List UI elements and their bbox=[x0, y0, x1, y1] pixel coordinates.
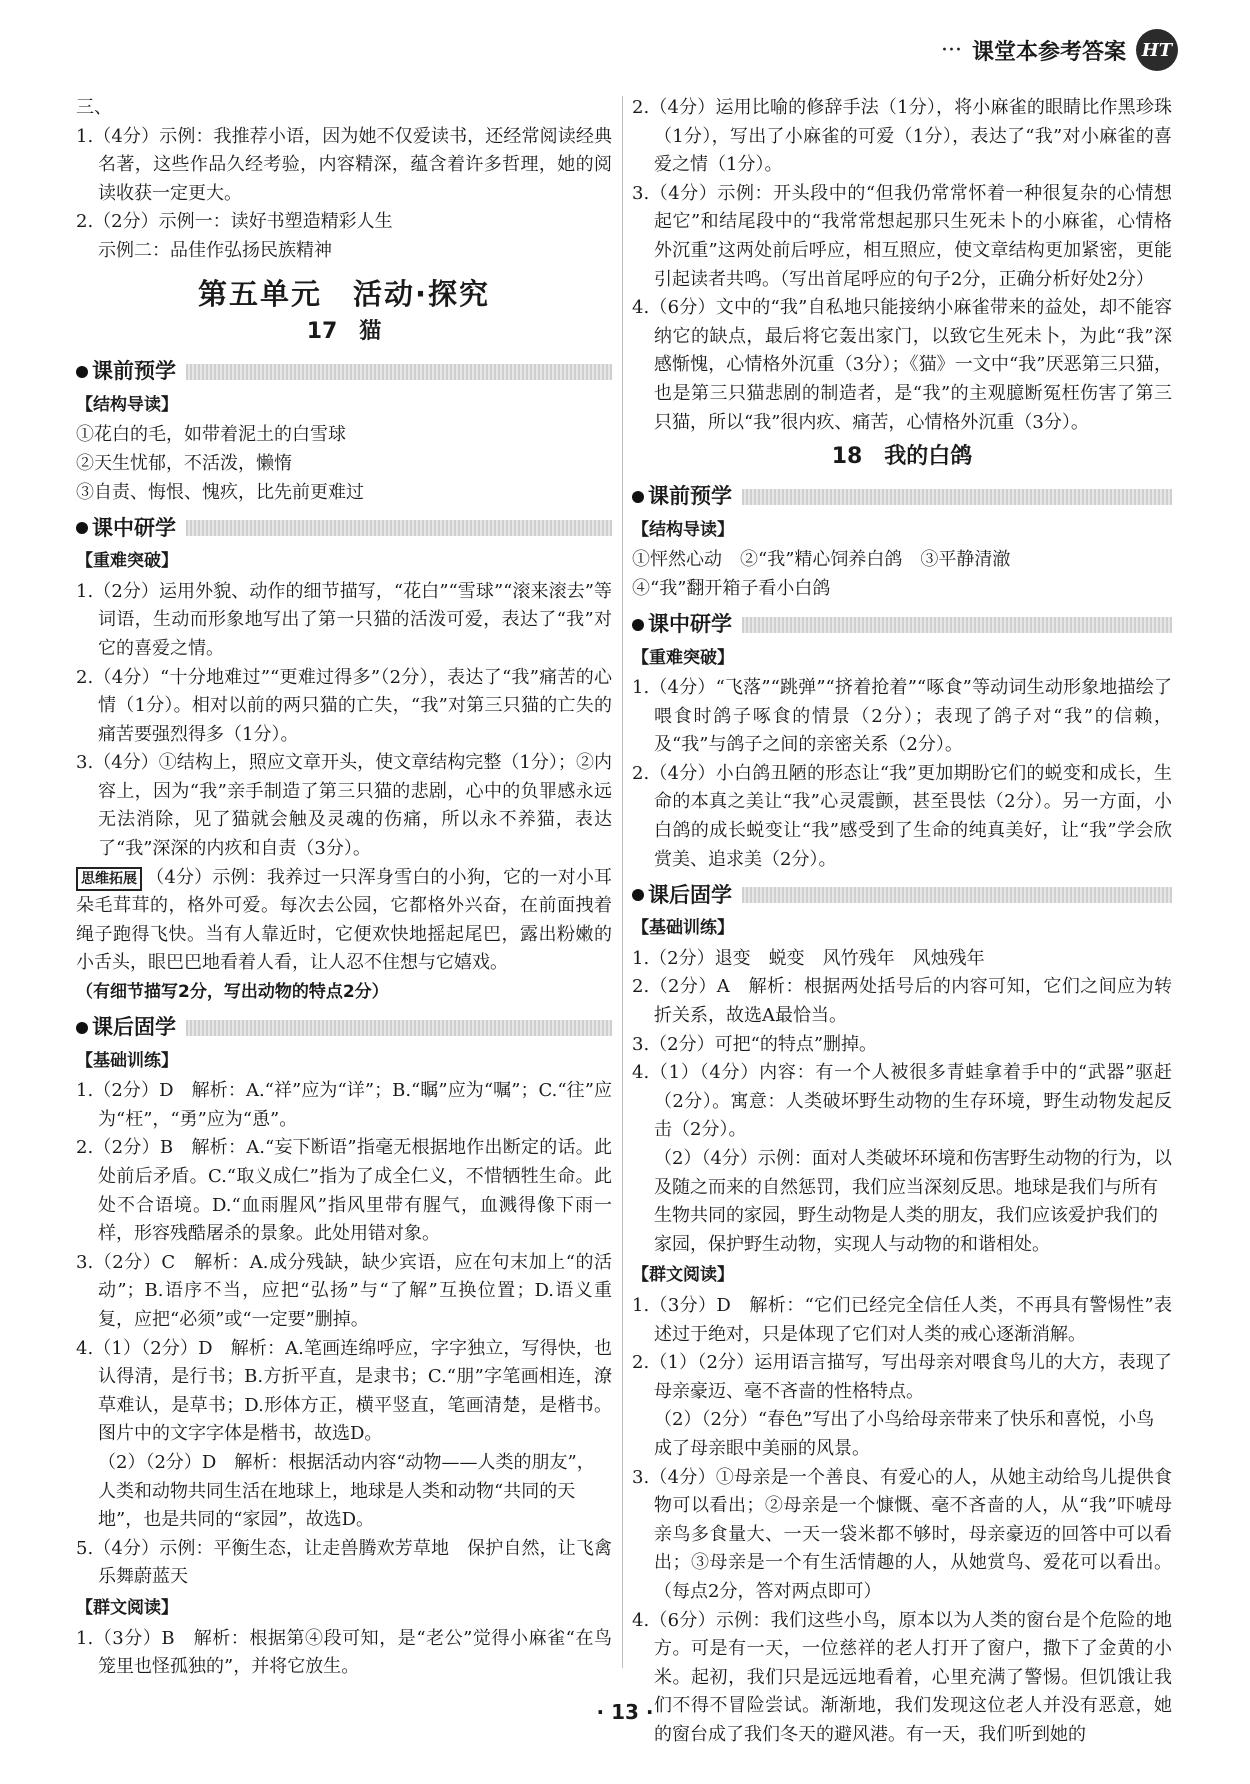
bullet-icon bbox=[632, 619, 644, 631]
section3-label: 三、 bbox=[76, 97, 112, 118]
breakthrough-label: 【重难突破】 bbox=[632, 647, 734, 668]
basic-item: 2.（2分）B 解析：A.“妄下断语”指毫无根据地作出断定的话。此处前后矛盾。C.“取义成仁”指为了成全仁义，不惜牺牲生命。此处不合语境。D.“血雨腥风”指风里带有腥气，血溅得像下雨一样，形容残酷屠杀的景象。此处用错对象。 bbox=[76, 1137, 612, 1245]
structure-guide-label: 【结构导读】 bbox=[76, 394, 178, 415]
section-bar bbox=[742, 617, 1172, 633]
section-bar bbox=[186, 1020, 612, 1036]
breakthrough-item: 3.（4分）①结构上，照应文章开头，使文章结构完整（1分）；②内容上，因为“我”亲手制造了第三只猫的悲剧，心中的负罪感永远无法消除，见了猫就会触及灵魂的伤痛，所以永不养猫，表达了“我”深深的内疚和自责（3分）。 bbox=[76, 752, 612, 860]
section-pre-study: 课前预学 bbox=[76, 355, 612, 389]
breakthrough-item: 1.（2分）运用外貌、动作的细节描写，“花白”“雪球”“滚来滚去”等词语，生动而形象地写出了第一只猫的活泼可爱，表达了“我”对它的喜爱之情。 bbox=[76, 580, 612, 659]
section-mid-study: 课中研学 bbox=[76, 511, 612, 545]
thinking-extension-text: （4分）示例：我养过一只浑身雪白的小狗，它的一对小耳朵毛茸茸的，格外可爱。每次去公园，它都格外兴奋，在前面拽着绳子跑得飞快。当有人靠近时，它便欢快地摇起尾巴，露出粉嫩的小舌头，眼巴巴地看着人看，让人忍不住想与它嬉戏。 bbox=[76, 866, 612, 974]
breakthrough-label: 【重难突破】 bbox=[76, 551, 178, 572]
section-bar bbox=[742, 887, 1172, 903]
page-header bbox=[941, 28, 1178, 72]
right-column bbox=[632, 94, 1172, 1749]
basic-item: 2.（2分）A 解析：根据两处括号后的内容可知，它们之间应为转折关系，故选A最恰当。 bbox=[632, 976, 1172, 1027]
structure-item: ③自责、悔恨、愧疚，比先前更难过 bbox=[76, 481, 364, 503]
group-reading-item: 1.（3分）B 解析：根据第④段可知，是“老公”觉得小麻雀“在鸟笼里也怪孤独的”，并将它放生。 bbox=[76, 1627, 612, 1678]
lesson-18-title: 18 我的白鸽 bbox=[831, 444, 973, 470]
bullet-icon bbox=[76, 1022, 88, 1034]
basic-item: 4.（1）（2分）D 解析：A.笔画连绵呼应，字字独立，写得快，也认得清，是行书；B.方折平直，是隶书；C.“朋”字笔画相连，潦草难认，是草书；D.形体方正，横平竖直，笔画清楚，是楷书。图片中的文字字体是楷书，故选D。 bbox=[76, 1337, 612, 1445]
group-reading-item: 2.（1）（2分）运用语言描写，写出母亲对喂食鸟儿的大方，表现了母亲豪迈、毫不吝啬的性格特点。 bbox=[632, 1352, 1172, 1402]
publisher-logo-icon: HT bbox=[1136, 29, 1178, 71]
column-divider bbox=[622, 96, 623, 1668]
section-bar bbox=[186, 520, 612, 536]
basic-item: 1.（2分）D 解析：A.“祥”应为“详”；B.“瞩”应为“嘱”；C.“往”应为“枉”，“勇”应为“恿”。 bbox=[76, 1080, 612, 1130]
header-dots: ··· bbox=[941, 37, 962, 63]
thinking-extension bbox=[76, 864, 612, 978]
section-post-study: 课后固学 bbox=[76, 1011, 612, 1045]
thinking-extension-note: （有细节描写2分，写出动物的特点2分） bbox=[76, 982, 389, 1003]
sec3-item-2: 2.（2分）示例一：读好书塑造精彩人生 bbox=[76, 211, 393, 233]
basic-item: 1.（2分）退变 蜕变 风竹残年 风烛残年 bbox=[632, 947, 985, 969]
bullet-icon bbox=[632, 491, 644, 503]
structure-item: ①怦然心动 ②“我”精心饲养白鸽 ③平静清澈 bbox=[632, 549, 1011, 571]
breakthrough-item: 2.（4分）小白鸽丑陋的形态让“我”更加期盼它们的蜕变和成长，生命的本真之美让“我”心灵震颤，甚至畏怯（2分）。另一方面，小白鸽的成长蜕变让“我”感受到了生命的纯真美好，让“我”学会欣赏美、追求美（2分）。 bbox=[632, 762, 1172, 870]
structure-guide-label: 【结构导读】 bbox=[632, 519, 734, 540]
bullet-icon bbox=[632, 889, 644, 901]
thinking-extension-tag: 思维拓展 bbox=[76, 867, 142, 891]
basic-item: 3.（2分）C 解析：A.成分残缺，缺少宾语，应在句末加上“的活动”；B.语序不当，应把“弘扬”与“了解”互换位置；D.语义重复，应把“必须”或“一定要”删掉。 bbox=[76, 1251, 612, 1330]
page-number: · 13 · bbox=[596, 1700, 654, 1724]
group-reading-item: 1.（3分）D 解析：“它们已经完全信任人类，不再具有警惕性”表述过于绝对，只是体现了它们对人类的戒心逐渐消解。 bbox=[632, 1294, 1172, 1345]
bullet-icon bbox=[76, 366, 88, 378]
section-pre-study: 课前预学 bbox=[632, 480, 1172, 514]
basic-item: 4.（1）（4分）内容：有一个人被很多青蛙拿着手中的“武器”驱赶（2分）。寓意：人类破坏野生动物的生存环境，野生动物发起反击（2分）。 bbox=[632, 1062, 1172, 1141]
header-title: 课堂本参考答案 bbox=[971, 39, 1126, 65]
left-column bbox=[76, 94, 612, 1682]
unit-title: 第五单元 活动·探究 bbox=[197, 276, 491, 311]
basic-training-label: 【基础训练】 bbox=[76, 1050, 178, 1071]
answer-item: 3.（4分）示例：开头段中的“但我仍常常怀着一种很复杂的心情想起它”和结尾段中的“我常常想起那只生死未卜的小麻雀，心情格外沉重”这两处前后呼应，相互照应，使文章结构更加紧密，更能引起读者共鸣。（写出首尾呼应的句子2分，正确分析好处2分） bbox=[632, 182, 1172, 290]
basic-training-label: 【基础训练】 bbox=[632, 918, 734, 939]
group-reading-label: 【群文阅读】 bbox=[76, 1597, 178, 1618]
bullet-icon bbox=[76, 522, 88, 534]
basic-item-sub: （2）（2分）D 解析：根据活动内容“动物——人类的朋友”，人类和动物共同生活在地球上，地球是人类和动物“共同的天地”，也是共同的“家园”，故选D。 bbox=[98, 1451, 595, 1531]
group-reading-item-sub: （2）（2分）“春色”写出了小鸟给母亲带来了快乐和喜悦，小鸟成了母亲眼中美丽的风景。 bbox=[654, 1409, 1155, 1459]
section-post-study: 课后固学 bbox=[632, 878, 1172, 912]
basic-item: 3.（2分）可把“的特点”删掉。 bbox=[632, 1033, 878, 1055]
structure-item: ①花白的毛，如带着泥土的白雪球 bbox=[76, 424, 346, 446]
breakthrough-item: 2.（4分）“十分地难过”“更难过得多”（2分），表达了“我”痛苦的心情（1分）。相对以前的两只猫的亡失，“我”对第三只猫的亡失的痛苦要强烈得多（1分）。 bbox=[76, 666, 612, 745]
answer-item: 4.（6分）文中的“我”自私地只能接纳小麻雀带来的益处，却不能容纳它的缺点，最后将它轰出家门，以致它生死未卜，为此“我”深感惭愧，心情格外沉重（3分）；《猫》一文中“我”厌恶第三只猫，也是第三只猫悲剧的制造者，是“我”的主观臆断冤枉伤害了第三只猫，所以“我”很内疚、痛苦，心情格外沉重（3分）。 bbox=[632, 297, 1172, 433]
structure-item: ④“我”翻开箱子看小白鸽 bbox=[632, 577, 831, 599]
basic-item: 5.（4分）示例：平衡生态，让走兽腾欢芳草地 保护自然，让飞禽乐舞蔚蓝天 bbox=[76, 1537, 612, 1588]
answer-item: 2.（4分）运用比喻的修辞手法（1分），将小麻雀的眼睛比作黑珍珠（1分），写出了小麻雀的可爱（1分），表达了“我”对小麻雀的喜爱之情（1分）。 bbox=[632, 97, 1172, 176]
sec3-item-1: 1.（4分）示例：我推荐小语，因为她不仅爱读书，还经常阅读经典名著，这些作品久经考验，内容精深，蕴含着许多哲理，她的阅读收获一定更大。 bbox=[76, 125, 612, 204]
group-reading-item: 3.（4分）①母亲是一个善良、有爱心的人，从她主动给鸟儿提供食物可以看出；②母亲是一个慷慨、毫不吝啬的人，从“我”吓唬母亲鸟多食量大、一天一袋米都不够时，母亲豪迈的回答中可以看出；③母亲是一个有生活情趣的人，从她赏鸟、爱花可以看出。（每点2分，答对两点即可） bbox=[632, 1466, 1172, 1602]
breakthrough-item: 1.（4分）“飞落”“跳弹”“挤着抢着”“啄食”等动词生动形象地描绘了喂食时鸽子啄食的情景（2分）；表现了鸽子对“我”的信赖，及“我”与鸽子之间的亲密关系（2分）。 bbox=[632, 677, 1172, 756]
section-bar bbox=[186, 364, 612, 380]
group-reading-label: 【群文阅读】 bbox=[632, 1265, 734, 1286]
section-bar bbox=[742, 489, 1172, 505]
sec3-item-2-extra: 示例二：品佳作弘扬民族精神 bbox=[98, 239, 332, 261]
group-reading-item: 4.（6分）示例：我们这些小鸟，原本以为人类的窗台是个危险的地方。可是有一天，一位慈祥的老人打开了窗户，撒下了金黄的小米。起初，我们只是远远地看着，心里充满了警惕。但饥饿让我们不得不冒险尝试。渐渐地，我们发现这位老人并没有恶意，她的窗台成了我们冬天的避风港。有一天，我们听到她的 bbox=[632, 1609, 1172, 1745]
section-mid-study: 课中研学 bbox=[632, 608, 1172, 642]
structure-item: ②天生忧郁，不活泼，懒惰 bbox=[76, 452, 292, 474]
basic-item-sub: （2）（4分）示例：面对人类破坏环境和伤害野生动物的行为，以及随之而来的自然惩罚，我们应当深刻反思。地球是我们与所有生物共同的家园，野生动物是人类的朋友，我们应该爱护我们的家园，保护野生动物，实现人与动物的和谐相处。 bbox=[654, 1148, 1172, 1255]
lesson-17-title: 17 猫 bbox=[306, 319, 382, 345]
